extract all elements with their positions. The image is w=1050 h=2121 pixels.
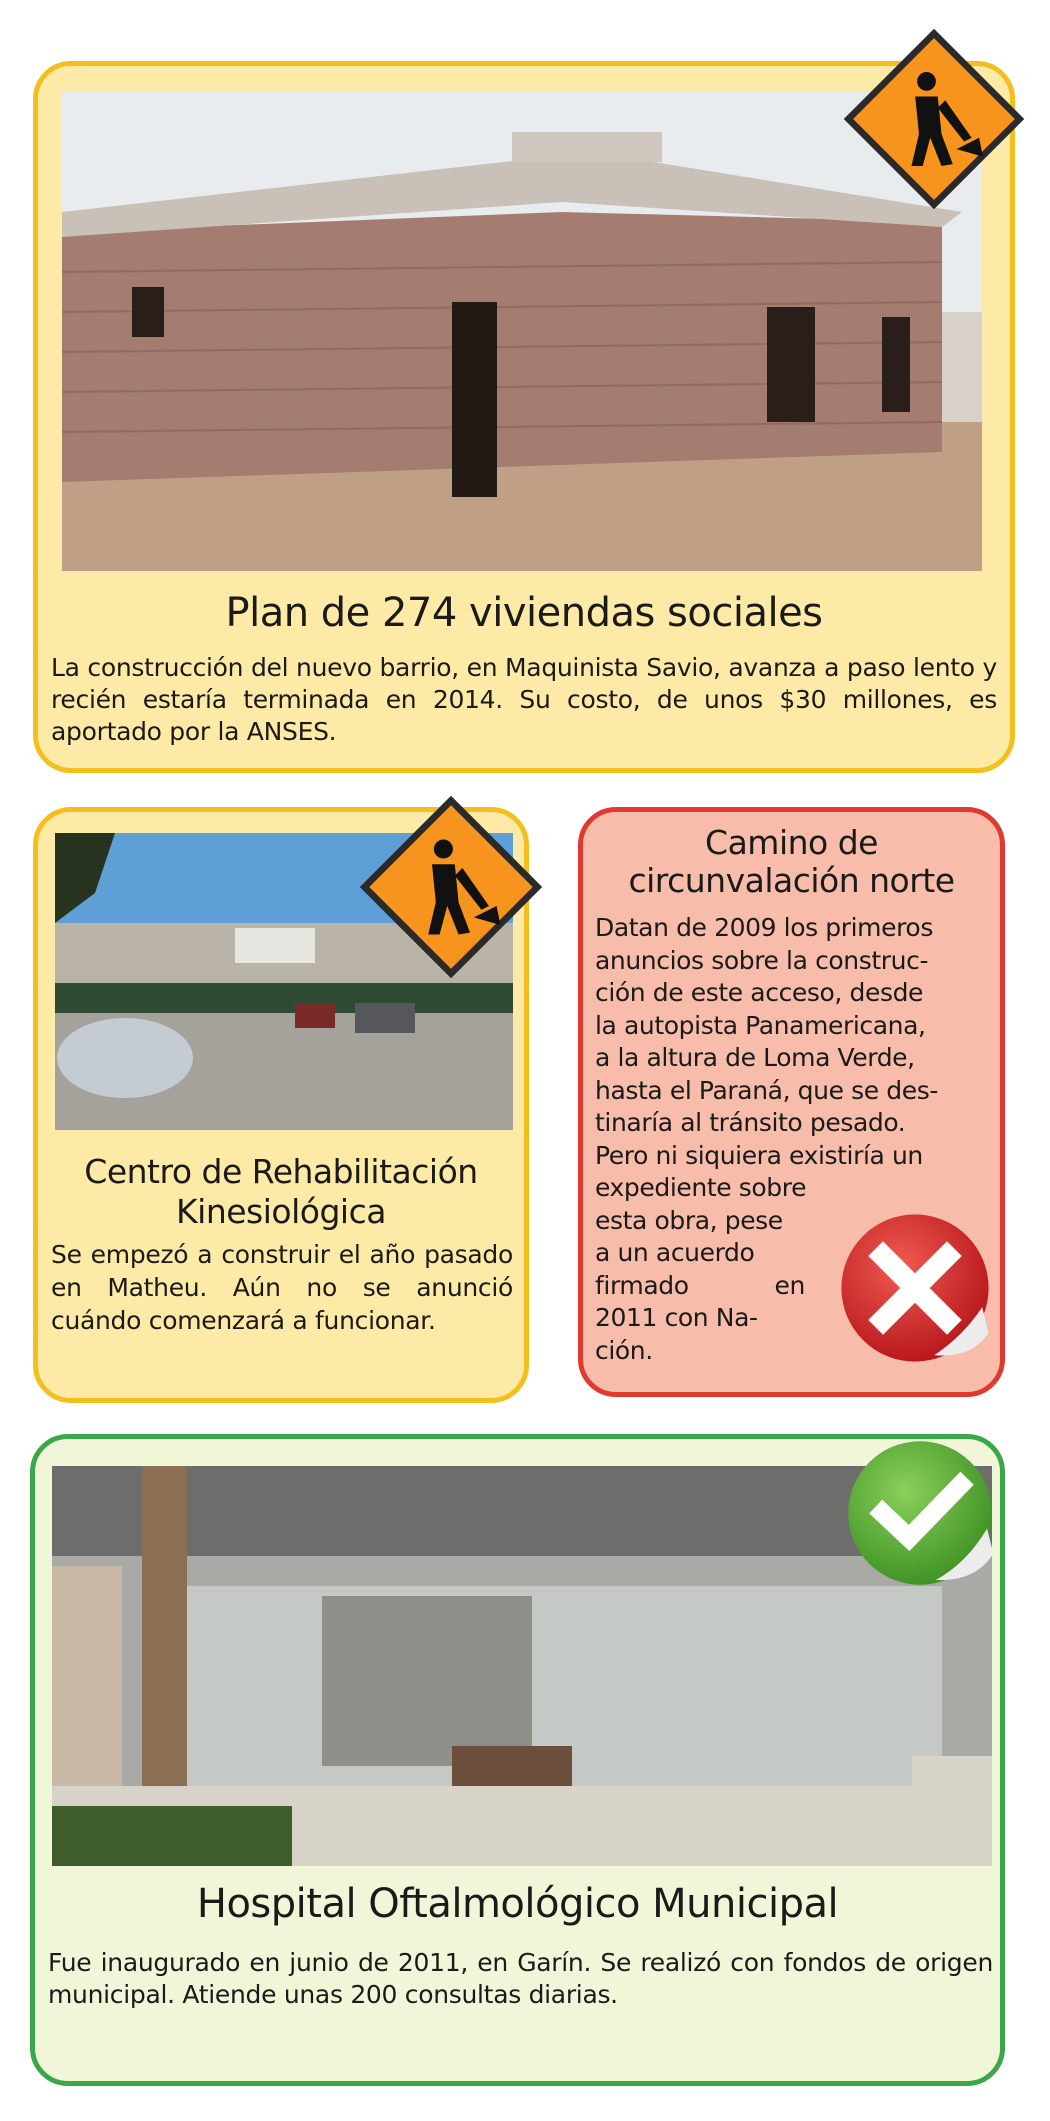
card-title-line1: Camino de [705, 823, 878, 862]
text-line: anuncios sobre la construc- [595, 945, 929, 975]
text-line: Datan de 2009 los primeros [595, 913, 933, 942]
text-line: Pero ni siquiera existiría un [595, 1140, 923, 1170]
card-title: Plan de 274 viviendas sociales [225, 590, 823, 636]
green-check-sticker-icon [842, 1435, 998, 1591]
construction-worker-sign-icon [356, 792, 546, 982]
text-line: 2011 con Na- [595, 1303, 758, 1332]
text-line: tinaría al tránsito pesado. [595, 1108, 906, 1137]
text-line: a la altura de Loma Verde, [595, 1043, 915, 1072]
text-line: firmado en [595, 1270, 805, 1300]
card-text: Se empezó a construir el año pasado en Matheu. Aún no se anunció cuándo comenzará a funcionar. [51, 1240, 513, 1335]
text-line: ción de este acceso, desde [595, 978, 924, 1007]
text-line: la autopista Panamericana, [595, 1010, 926, 1040]
construction-worker-sign-icon [840, 25, 1028, 213]
card-text: La construcción del nuevo barrio, en Maquinista Savio, avanza a paso lento y recién estaría terminada en 2014. Su costo, de unos $30 millones, es aportado por la ANSES. [51, 653, 997, 746]
card-title-line1: Centro de Rehabilitación [84, 1152, 478, 1191]
card-camino-circunvalacion [578, 807, 1005, 1397]
card-title: Hospital Oftalmológico Municipal [196, 1881, 839, 1927]
card-title-line2: Kinesiológica [176, 1192, 386, 1231]
text-line: ción. [595, 1335, 653, 1365]
text-line: a un acuerdo [595, 1238, 755, 1267]
text-line: esta obra, pese [595, 1205, 783, 1235]
text-line: hasta el Paraná, que se des- [595, 1075, 938, 1105]
text-line: expediente sobre [595, 1173, 807, 1202]
card-text: Fue inaugurado en junio de 2011, en Garín. Se realizó con fondos de origen municipal. Atiende unas 200 consultas diarias. [48, 1948, 993, 2009]
red-x-sticker-icon [835, 1208, 995, 1368]
card-title-line2: circunvalación norte [628, 861, 955, 900]
